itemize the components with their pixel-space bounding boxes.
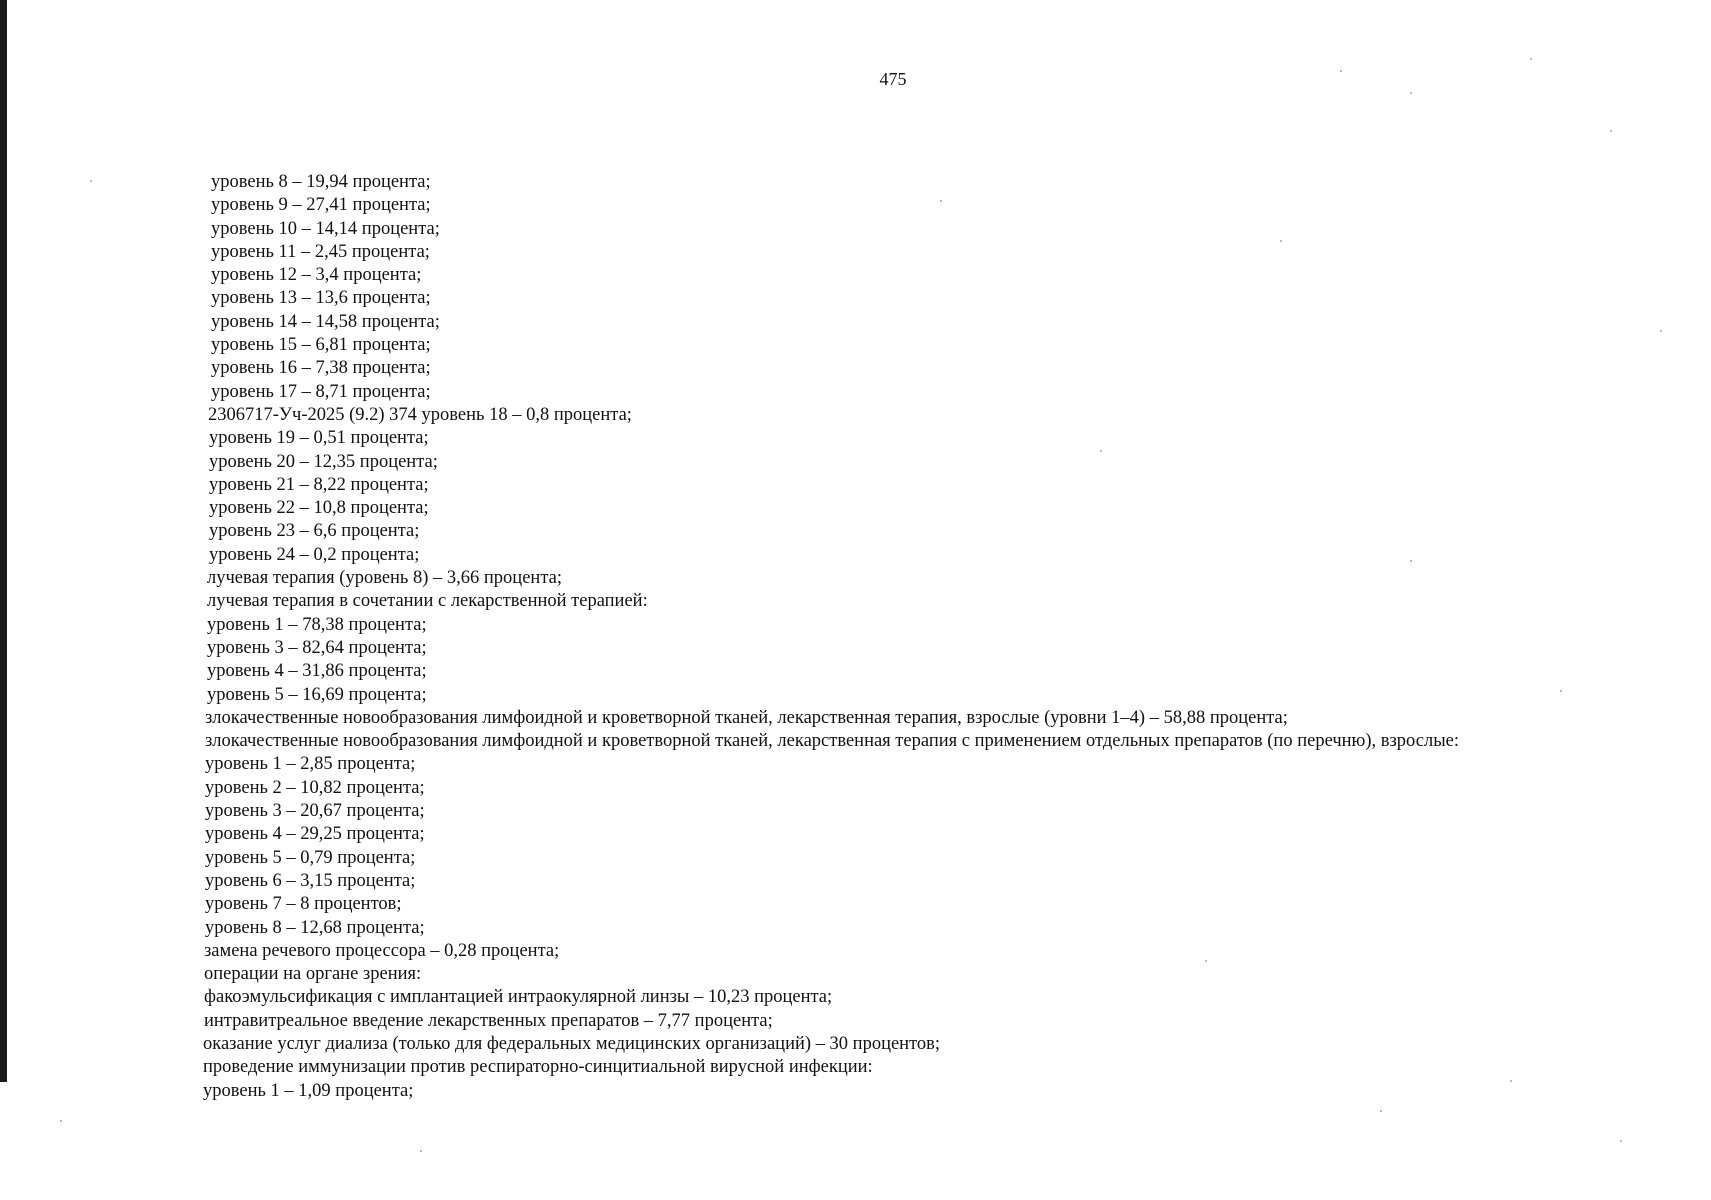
text-line: уровень 24 – 0,2 процента; bbox=[209, 544, 420, 565]
scan-speckle bbox=[90, 180, 92, 182]
scan-speckle bbox=[1340, 70, 1342, 72]
scan-speckle bbox=[420, 1150, 422, 1152]
text-line: уровень 3 – 82,64 процента; bbox=[207, 637, 427, 658]
text-line: уровень 17 – 8,71 процента; bbox=[211, 381, 431, 402]
scan-speckle bbox=[60, 1120, 62, 1122]
scan-speckle bbox=[1530, 58, 1532, 60]
text-line: уровень 4 – 31,86 процента; bbox=[207, 661, 427, 682]
text-line: уровень 14 – 14,58 процента; bbox=[211, 311, 440, 332]
text-line: уровень 15 – 6,81 процента; bbox=[211, 335, 431, 356]
text-line: уровень 7 – 8 процентов; bbox=[205, 894, 402, 915]
text-line: уровень 4 – 29,25 процента; bbox=[205, 824, 425, 845]
text-line: уровень 19 – 0,51 процента; bbox=[209, 428, 429, 449]
text-line: уровень 12 – 3,4 процента; bbox=[211, 265, 422, 286]
text-line: лучевая терапия (уровень 8) – 3,66 процента; bbox=[207, 568, 562, 589]
text-line: уровень 22 – 10,8 процента; bbox=[209, 498, 429, 519]
text-line: уровень 5 – 16,69 процента; bbox=[207, 684, 427, 705]
text-line: уровень 1 – 1,09 процента; bbox=[203, 1080, 414, 1101]
text-line: уровень 5 – 0,79 процента; bbox=[205, 847, 416, 868]
scan-speckle bbox=[1380, 1110, 1382, 1112]
text-line: уровень 8 – 12,68 процента; bbox=[205, 917, 425, 938]
scan-speckle bbox=[1410, 92, 1412, 94]
text-line: уровень 9 – 27,41 процента; bbox=[211, 195, 431, 216]
text-line: факоэмульсификация с имплантацией интраокулярной линзы – 10,23 процента; bbox=[204, 987, 833, 1008]
scan-speckle bbox=[1620, 1140, 1622, 1142]
text-line: уровень 8 – 19,94 процента; bbox=[211, 172, 431, 192]
document-body bbox=[0, 171, 1711, 1103]
scan-speckle bbox=[1660, 330, 1662, 332]
scan-speckle bbox=[1205, 960, 1207, 962]
text-line: злокачественные новообразования лимфоидной и кроветворной тканей, лекарственная терапия, взрослые (уровни 1–4) – 58,88 процента; bbox=[205, 707, 1288, 728]
scan-speckle bbox=[1100, 450, 1102, 452]
text-line: уровень 10 – 14,14 процента; bbox=[211, 218, 440, 239]
text-line: уровень 1 – 78,38 процента; bbox=[207, 614, 427, 635]
text-line: уровень 20 – 12,35 процента; bbox=[209, 451, 438, 472]
text-line: уровень 1 – 2,85 процента; bbox=[205, 754, 416, 775]
text-line: 2306717-Уч-2025 (9.2) 374 уровень 18 – 0,8 процента; bbox=[208, 404, 632, 425]
scan-speckle bbox=[1510, 1080, 1512, 1082]
page-number: 475 bbox=[879, 69, 907, 89]
text-line: уровень 3 – 20,67 процента; bbox=[205, 801, 425, 822]
text-line: замена речевого процессора – 0,28 процента; bbox=[204, 940, 560, 961]
text-line: лучевая терапия в сочетании с лекарственной терапией: bbox=[207, 591, 648, 612]
scan-speckle bbox=[1410, 560, 1412, 562]
text-line: интравитреальное введение лекарственных препаратов – 7,77 процента; bbox=[204, 1010, 773, 1031]
text-line: уровень 21 – 8,22 процента; bbox=[209, 474, 429, 495]
text-line: операции на органе зрения: bbox=[204, 964, 422, 985]
scan-speckle bbox=[1610, 130, 1612, 132]
text-line: злокачественные новообразования лимфоидной и кроветворной тканей, лекарственная терапия с применением отдельных препаратов (по перечню), взрослые: bbox=[205, 731, 1459, 752]
text-line: уровень 11 – 2,45 процента; bbox=[211, 241, 430, 262]
text-line: проведение иммунизации против респираторно-синцитиальной вирусной инфекции: bbox=[203, 1057, 873, 1078]
text-line: оказание услуг диализа (только для федеральных медицинских организаций) – 30 процентов; bbox=[203, 1033, 941, 1054]
scan-speckle bbox=[1560, 690, 1562, 692]
text-line: уровень 6 – 3,15 процента; bbox=[205, 870, 416, 891]
scan-speckle bbox=[1280, 240, 1282, 242]
scan-speckle bbox=[940, 200, 942, 202]
text-line: уровень 16 – 7,38 процента; bbox=[211, 358, 431, 379]
text-line: уровень 13 – 13,6 процента; bbox=[211, 288, 431, 309]
text-line: уровень 2 – 10,82 процента; bbox=[205, 777, 425, 798]
text-line: уровень 23 – 6,6 процента; bbox=[209, 521, 420, 542]
